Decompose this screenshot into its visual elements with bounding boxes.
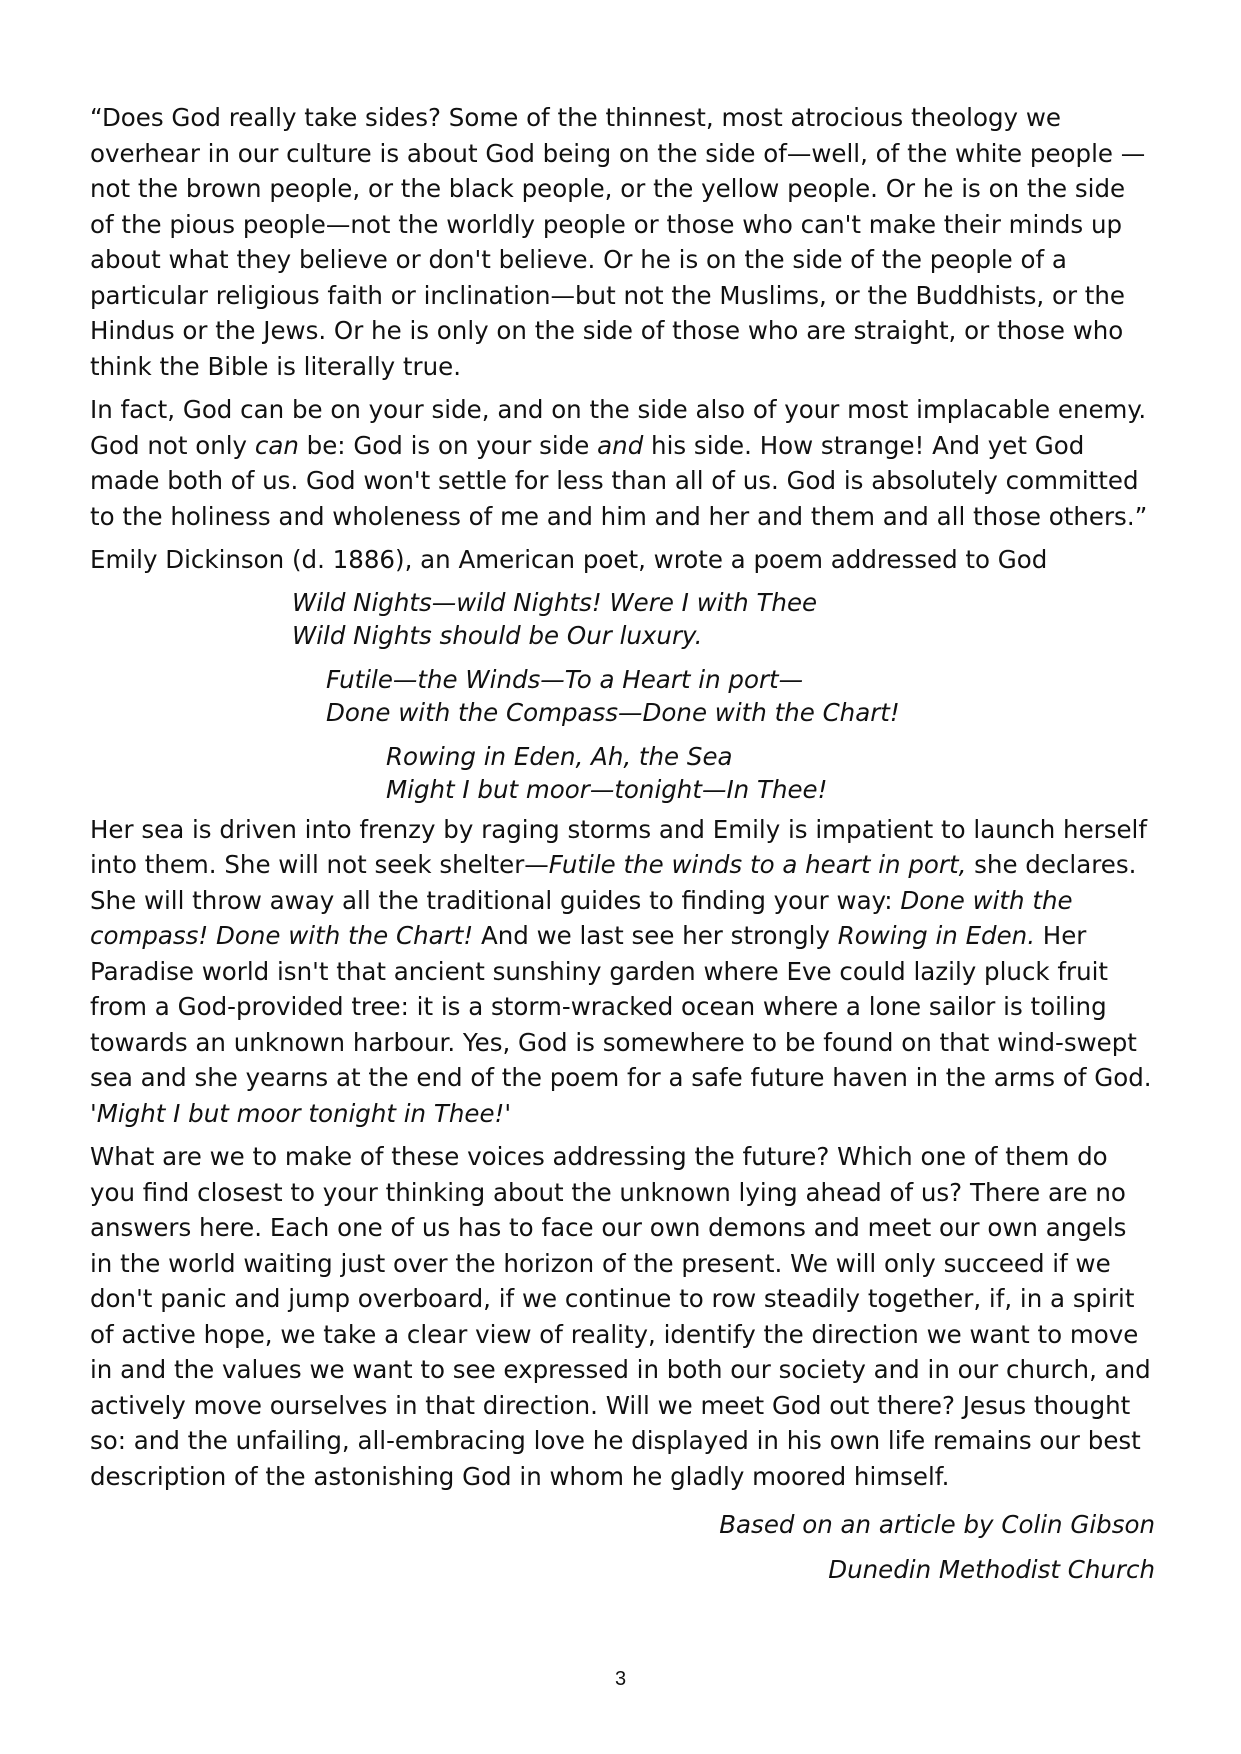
poem-line: Wild Nights—wild Nights! Were I with Thee bbox=[292, 587, 818, 617]
paragraph-4-quote-futile: Futile the winds to a heart in port, bbox=[548, 850, 967, 879]
paragraph-2-text-c: be: God is on your side bbox=[298, 430, 598, 460]
paragraph-2-text-e: his side. How strange! And yet God made both of us. God won't settle for less than all of us. God is absolutely committed to the holiness and wholeness of me and him and her and them and all those others.” bbox=[90, 430, 1148, 531]
paragraph-4 bbox=[90, 812, 1155, 1132]
poem-line: Rowing in Eden, Ah, the Sea bbox=[386, 741, 733, 771]
paragraph-2-emphasis-can: can bbox=[254, 430, 299, 460]
poem-line: Wild Nights should be Our luxury. bbox=[292, 620, 703, 650]
paragraph-4-text-c: she declares. She will throw away all the traditional guides to finding your way: bbox=[90, 850, 1137, 915]
paragraph-4-text-g: Her Paradise world isn't that ancient sunshiny garden where Eve could lazily pluck fruit from a God-provided tree: it is a storm-wracked ocean where a lone sailor is toiling towards an unknown harbour. Yes, God is somewhere to be found on that wind-swept sea and she yearns at the end of the poem for a safe future haven in the arms of God. bbox=[90, 921, 1152, 1092]
paragraph-2-emphasis-and: and bbox=[597, 430, 644, 460]
poem-stanza-1 bbox=[292, 586, 1155, 652]
paragraph-5: What are we to make of these voices addressing the future? Which one of them do you find closest to your thinking about the unknown lying ahead of us? There are no answers here. Each one of us has to face our own demons and meet our own angels in the world waiting just over the horizon of the present. We will only succeed if we don't panic and jump overboard, if we continue to row steadily together, if, in a spirit of active hope, we take a clear view of reality, identify the direction we want to move in and the values we want to see expressed in both our society and in our church, and actively move ourselves in that direction. Will we meet God out there? Jesus thought so: and the unfailing, all-embracing love he displayed in his own life remains our best description of the astonishing God in whom he gladly moored himself. bbox=[90, 1142, 1151, 1491]
poem bbox=[90, 586, 1155, 806]
paragraph-3: Emily Dickinson (d. 1886), an American poet, wrote a poem addressed to God bbox=[90, 545, 1048, 574]
paragraph-4-quote-compass: Done with the compass! Done with the Chart! bbox=[90, 885, 1073, 950]
poem-line: Might I but moor—tonight—In Thee! bbox=[386, 774, 828, 804]
paragraph-4-text-e: And we last see her strongly bbox=[473, 921, 838, 950]
page-number: 3 bbox=[614, 1668, 627, 1690]
paragraph-1: “Does God really take sides? Some of the thinnest, most atrocious theology we overhear in our culture is about God being on the side of—well, of the white people —not the brown people, or the black people, or the yellow people. Or he is on the side of the pious people—not the worldly people or those who can't make their minds up about what they believe or don't believe. Or he is on the side of the people of a particular religious faith or inclination—but not the Muslims, or the Buddhists, or the Hindus or the Jews. Or he is only on the side of those who are straight, or those who think the Bible is literally true. bbox=[90, 103, 1146, 381]
poem-line: Futile—the Winds—To a Heart in port— bbox=[326, 664, 804, 694]
poem-stanza-3 bbox=[386, 740, 1155, 806]
paragraph-4-text-a: Her sea is driven into frenzy by raging storms and Emily is impatient to launch herself into them. She will not seek shelter— bbox=[90, 814, 1147, 879]
paragraph-4-quote-moor: 'Might I but moor tonight in Thee!' bbox=[90, 1098, 512, 1128]
attribution-church: Dunedin Methodist Church bbox=[828, 1555, 1155, 1584]
poem-line: Done with the Compass—Done with the Chart! bbox=[326, 697, 900, 727]
paragraph-4-quote-rowing: Rowing in Eden. bbox=[837, 921, 1035, 950]
attribution-author: Based on an article by Colin Gibson bbox=[719, 1510, 1155, 1539]
paragraph-2 bbox=[90, 392, 1155, 534]
attribution bbox=[90, 1502, 1155, 1592]
paragraph-2-text-a: In fact, God can be on your side, and on the side also of your most implacable enemy. God not only bbox=[90, 395, 1147, 460]
poem-stanza-2 bbox=[326, 663, 1155, 729]
article-body bbox=[90, 100, 1155, 1592]
